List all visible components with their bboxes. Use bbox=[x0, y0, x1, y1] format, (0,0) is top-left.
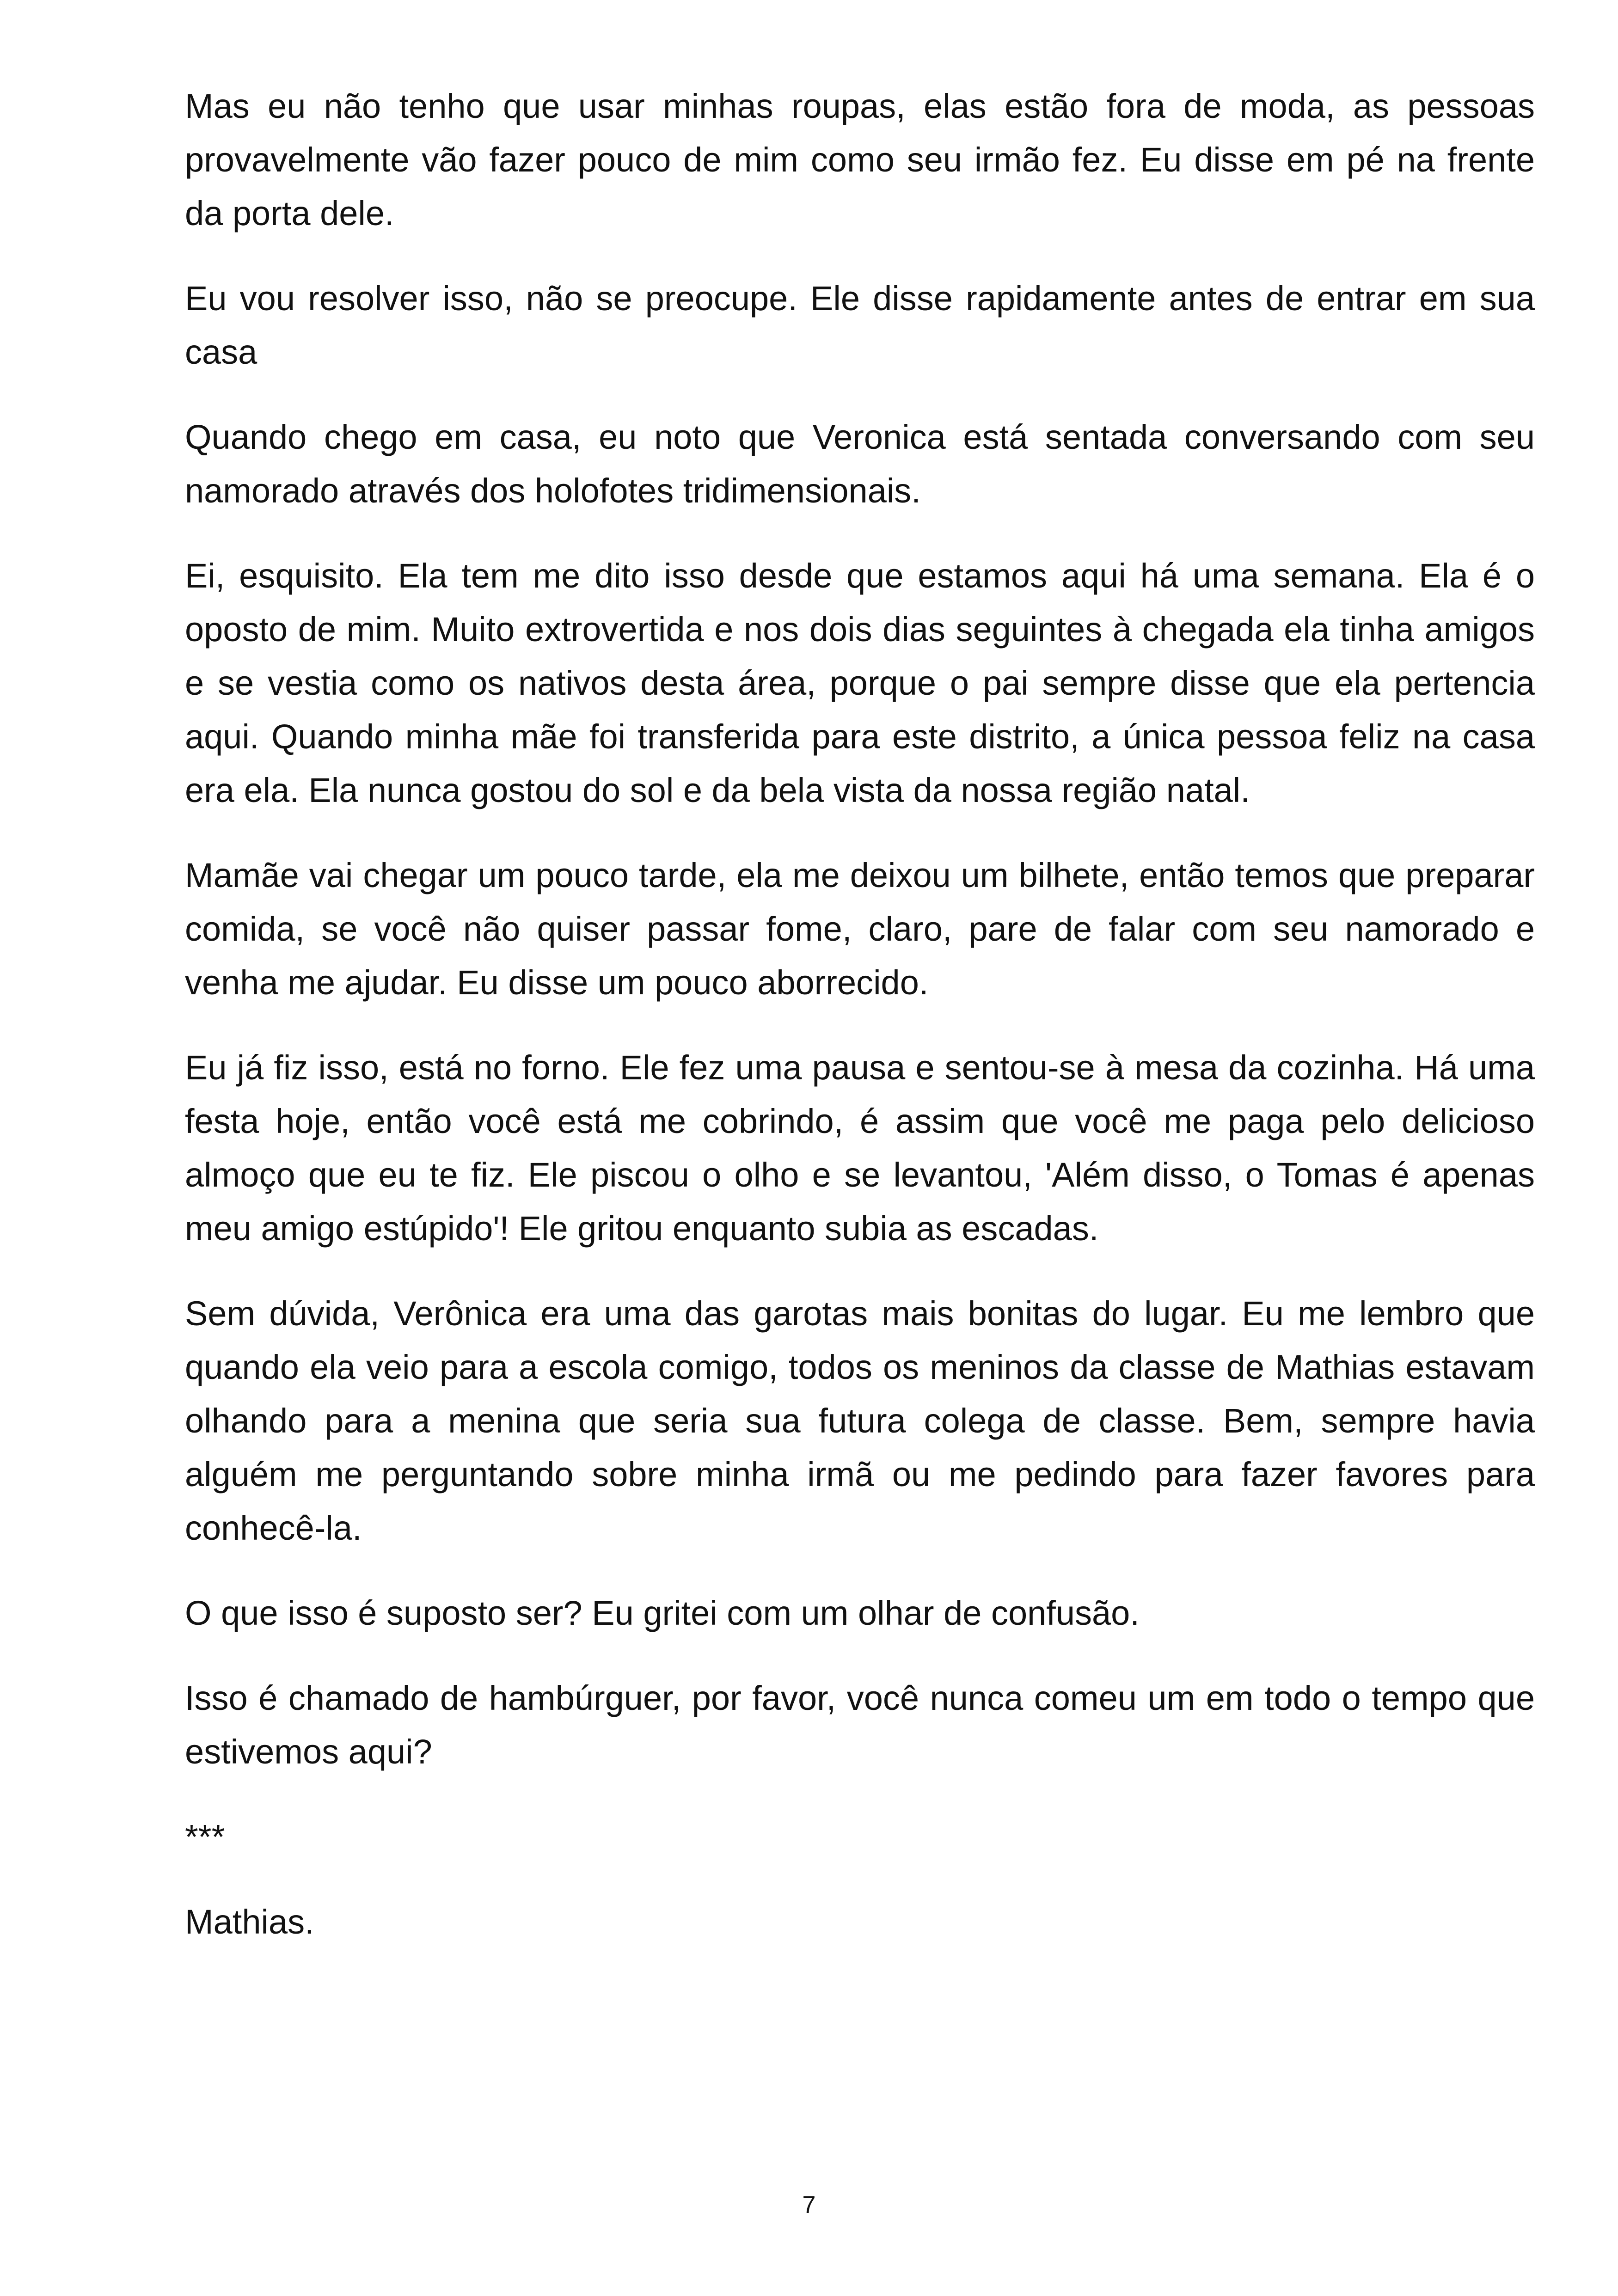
paragraph-9: Isso é chamado de hambúrguer, por favor, você nunca comeu um em todo o tempo que estivemos aqui? bbox=[185, 1679, 1535, 1771]
page-number: 7 bbox=[802, 2192, 816, 2218]
scene-break: *** bbox=[185, 1818, 225, 1856]
document-body bbox=[185, 80, 1535, 1980]
paragraph-8: O que isso é suposto ser? Eu gritei com um olhar de confusão. bbox=[185, 1594, 1140, 1632]
paragraph-7: Sem dúvida, Verônica era uma das garotas mais bonitas do lugar. Eu me lembro que quando ela veio para a escola comigo, todos os meninos da classe de Mathias estavam olhando para a menina que seria sua futura colega de classe. Bem, sempre havia alguém me perguntando sobre minha irmã ou me pedindo para fazer favores para conhecê-la. bbox=[185, 1294, 1535, 1547]
chapter-heading: Mathias. bbox=[185, 1903, 314, 1941]
paragraph-3: Quando chego em casa, eu noto que Veronica está sentada conversando com seu namorado através dos holofotes tridimensionais. bbox=[185, 418, 1535, 510]
paragraph-5: Mamãe vai chegar um pouco tarde, ela me deixou um bilhete, então temos que preparar comida, se você não quiser passar fome, claro, pare de falar com seu namorado e venha me ajudar. Eu disse um pouco aborrecido. bbox=[185, 856, 1535, 1002]
paragraph-1: Mas eu não tenho que usar minhas roupas, elas estão fora de moda, as pessoas provavelmente vão fazer pouco de mim como seu irmão fez. Eu disse em pé na frente da porta dele. bbox=[185, 87, 1535, 233]
paragraph-2: Eu vou resolver isso, não se preocupe. Ele disse rapidamente antes de entrar em sua casa bbox=[185, 279, 1535, 371]
paragraph-6: Eu já fiz isso, está no forno. Ele fez uma pausa e sentou-se à mesa da cozinha. Há uma festa hoje, então você está me cobrindo, é assim que você me paga pelo delicioso almoço que eu te fiz. Ele piscou o olho e se levantou, 'Além disso, o Tomas é apenas meu amigo estúpido'! Ele gritou enquanto subia as escadas. bbox=[185, 1048, 1535, 1248]
paragraph-4: Ei, esquisito. Ela tem me dito isso desde que estamos aqui há uma semana. Ela é o oposto de mim. Muito extrovertida e nos dois dias seguintes à chegada ela tinha amigos e se vestia como os nativos desta área, porque o pai sempre disse que ela pertencia aqui. Quando minha mãe foi transferida para este distrito, a única pessoa feliz na casa era ela. Ela nunca gostou do sol e da bela vista da nossa região natal. bbox=[185, 557, 1535, 809]
